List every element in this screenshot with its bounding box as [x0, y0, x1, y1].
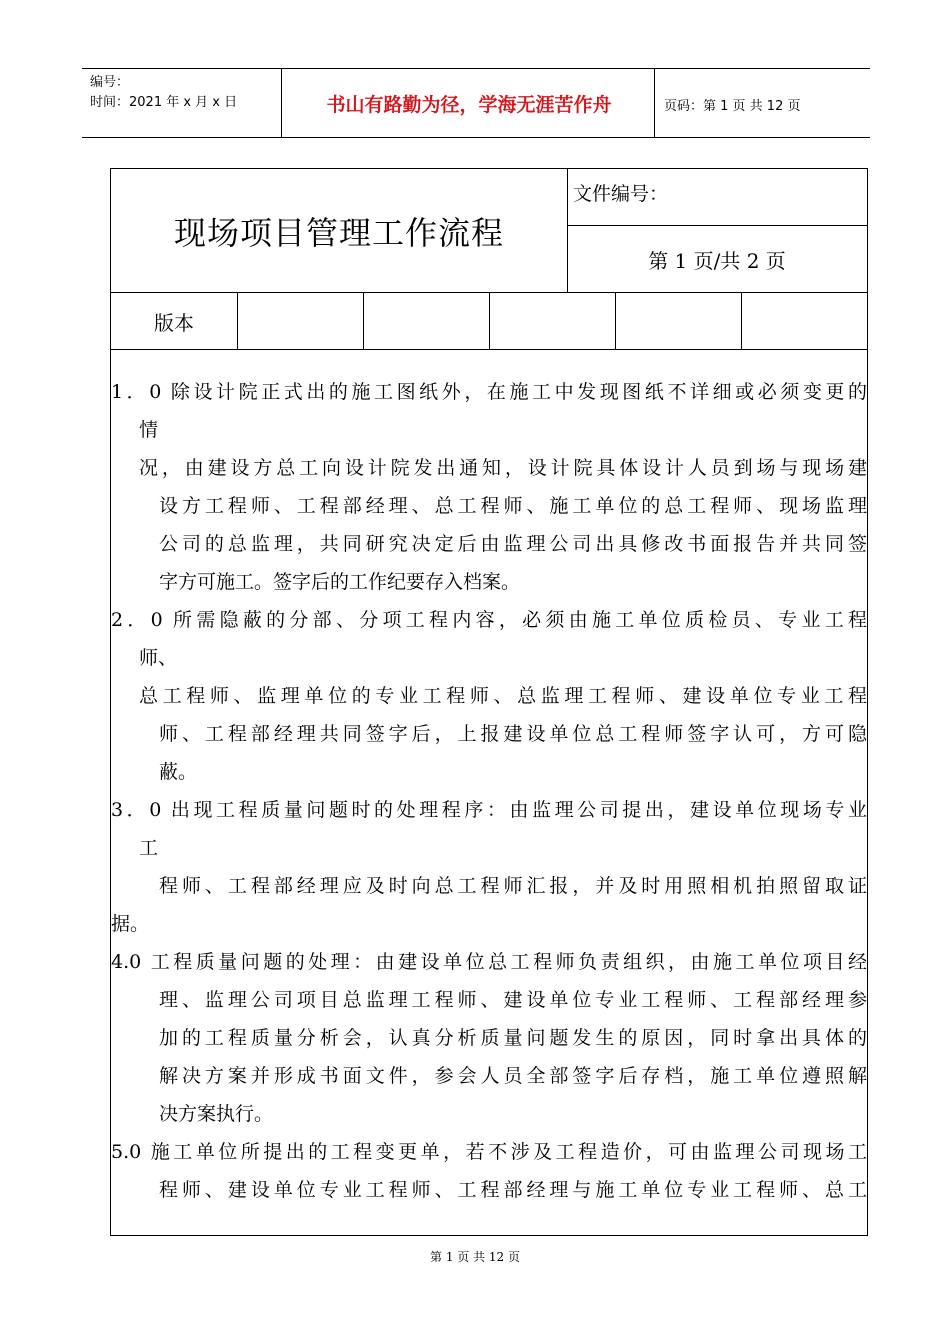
body-line: 设方工程师、工程部经理、总工程师、施工单位的总工程师、现场监理 — [159, 495, 867, 517]
body-line: 4.0 工程质量问题的处理：由建设单位总工程师负责组织，由施工单位项目经 — [111, 951, 867, 973]
body-line: 公司的总监理，共同研究决定后由监理公司出具修改书面报告并共同签 — [159, 533, 867, 555]
body-line: 师、 — [139, 647, 178, 669]
version-label: 版本 — [154, 311, 194, 335]
version-cell-divider — [741, 293, 742, 350]
header-motto: 书山有路勤为径，学海无涯苦作舟 — [326, 93, 612, 116]
body-line: 程师、工程部经理应及时向总工程师汇报，并及时用照相机拍照留取证 — [159, 875, 867, 897]
document-body — [111, 373, 867, 1209]
doc-number-label: 编号： — [90, 75, 130, 90]
document-frame — [110, 168, 868, 1236]
version-cell-divider — [489, 293, 490, 350]
body-line: 况，由建设方总工向设计院发出通知，设计院具体设计人员到场与现场建 — [139, 457, 867, 479]
body-line: 字方可施工。签字后的工作纪要存入档案。 — [159, 571, 521, 593]
body-line: 5.0 施工单位所提出的工程变更单，若不涉及工程造价，可由监理公司现场工 — [111, 1141, 867, 1163]
time-label: 时间：2021 年 x 月 x 日 — [90, 95, 238, 110]
version-cell-divider — [615, 293, 616, 350]
header-left-block — [90, 73, 237, 113]
body-line: 师、工程部经理共同签字后，上报建设单位总工程师签字认可，方可隐 — [159, 723, 867, 745]
version-cell-divider — [363, 293, 364, 350]
page-footer: 第 1 页 共 12 页 — [430, 1250, 520, 1264]
page-header — [82, 68, 870, 138]
body-line: 总工程师、监理单位的专业工程师、总监理工程师、建设单位专业工程 — [139, 685, 867, 707]
body-line: 情 — [139, 419, 159, 441]
body-line: 蔽。 — [159, 761, 198, 783]
page-of-label: 第 1 页/共 2 页 — [648, 248, 786, 273]
body-line: 2．0 所需隐蔽的分部、分项工程内容，必须由施工单位质检员、专业工程 — [111, 609, 867, 631]
body-line: 据。 — [111, 913, 150, 935]
body-line: 工 — [139, 837, 159, 859]
header-divider — [281, 69, 282, 137]
header-page-info: 页码：第 1 页 共 12 页 — [664, 99, 801, 114]
body-line: 决方案执行。 — [159, 1103, 274, 1125]
header-divider — [654, 69, 655, 137]
version-cell-divider — [237, 293, 238, 350]
document-title: 现场项目管理工作流程 — [173, 214, 504, 252]
body-line: 加的工程质量分析会，认真分析质量问题发生的原因，同时拿出具体的 — [159, 1027, 867, 1049]
body-line: 理、监理公司项目总监理工程师、建设单位专业工程师、工程部经理参 — [159, 989, 867, 1011]
body-line: 解决方案并形成书面文件，参会人员全部签字后存档，施工单位遵照解 — [159, 1065, 867, 1087]
body-line: 1．0 除设计院正式出的施工图纸外，在施工中发现图纸不详细或必须变更的 — [111, 381, 867, 403]
file-number-label: 文件编号： — [573, 183, 669, 205]
body-line: 程师、建设单位专业工程师、工程部经理与施工单位专业工程师、总工 — [159, 1179, 867, 1201]
body-line: 3．0 出现工程质量问题时的处理程序：由监理公司提出，建设单位现场专业 — [111, 799, 867, 821]
